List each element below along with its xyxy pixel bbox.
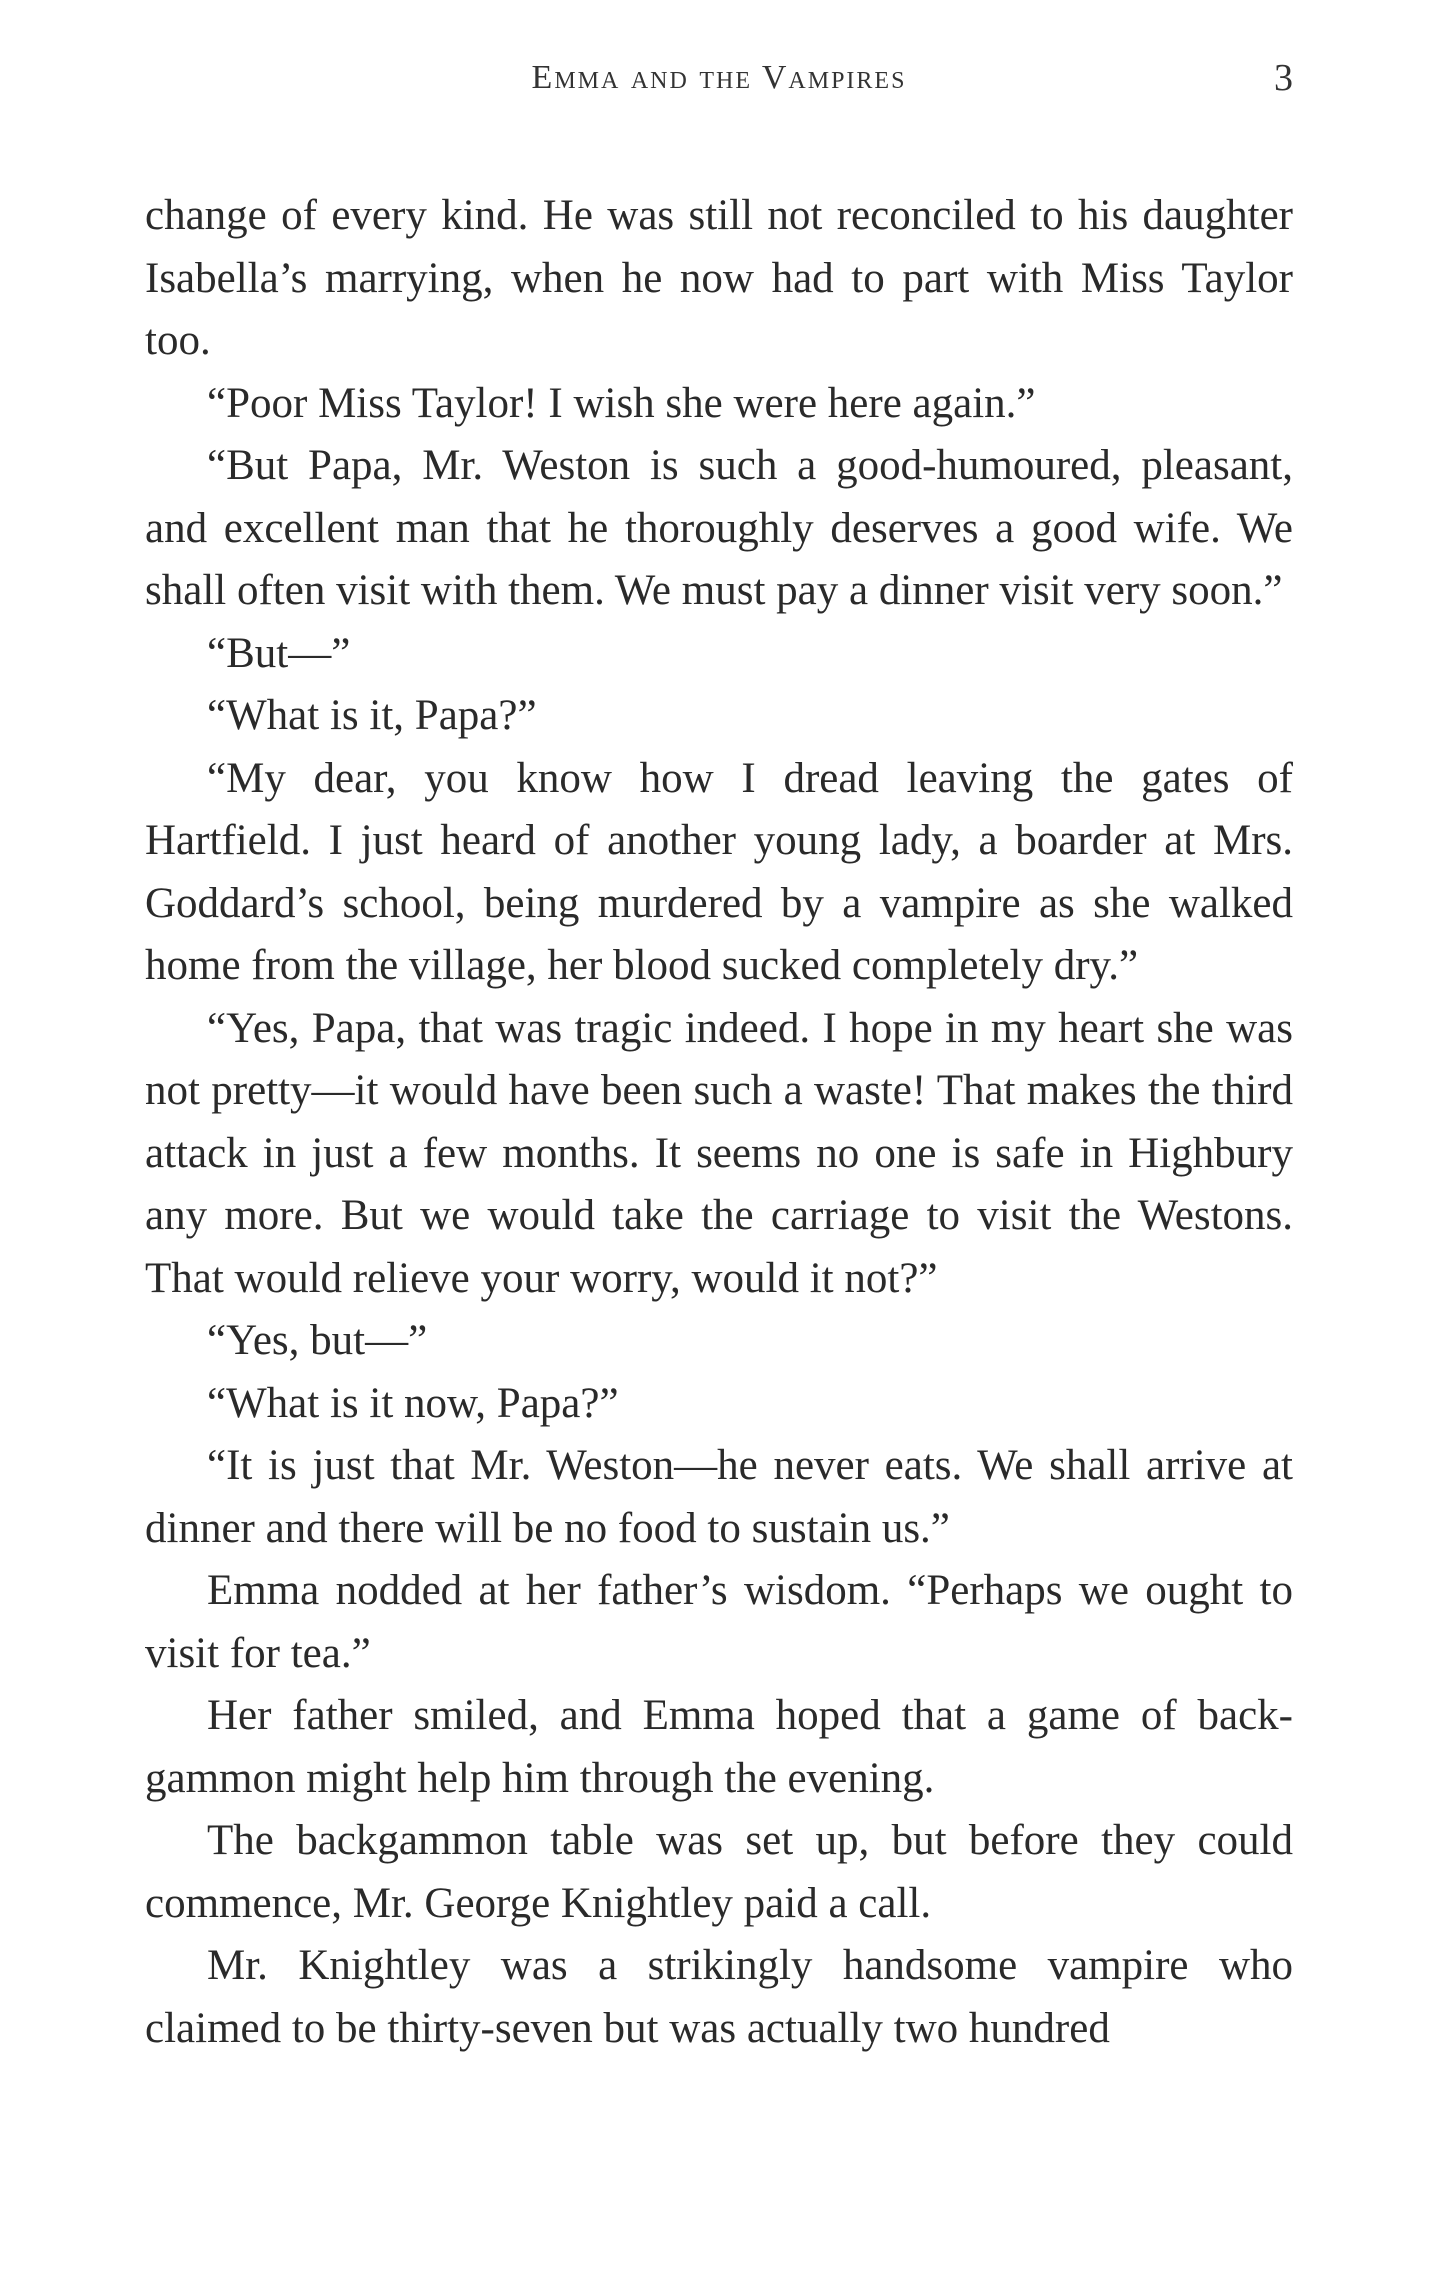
paragraph: “But—” bbox=[207, 629, 351, 677]
running-head bbox=[145, 48, 1293, 108]
paragraph: “Yes, but—” bbox=[207, 1317, 428, 1364]
paragraph: “My dear, you know how I dread leaving the gates of Hartfield. I just heard of another young lady, a boarder at Mrs. Goddard’s school, being murdered by a vampire as she walked home from the village, her blood sucked completely dry.” bbox=[145, 754, 1293, 989]
paragraph: “But Papa, Mr. Weston is such a good-humoured, pleasant, and excellent man that he thoroughly deserves a good wife. We shall often visit with them. We must pay a dinner visit very soon.” bbox=[145, 442, 1293, 614]
paragraph: “Poor Miss Taylor! I wish she were here again.” bbox=[207, 379, 1036, 427]
paragraph: Emma nodded at her father’s wisdom. “Perhaps we ought to visit for tea.” bbox=[145, 1567, 1293, 1677]
paragraph: “What is it now, Papa?” bbox=[207, 1379, 619, 1427]
paragraph: The backgammon table was set up, but before they could commence, Mr. George Knightley paid a call. bbox=[145, 1817, 1293, 1927]
paragraph: “It is just that Mr. Weston—he never eats. We shall arrive at dinner and there will be no food to sustain us.” bbox=[145, 1442, 1293, 1552]
body-text bbox=[145, 185, 1293, 2060]
paragraph: change of every kind. He was still not reconciled to his daughter Isabella’s marrying, when he now had to part with Miss Taylor too. bbox=[145, 192, 1293, 364]
paragraph: Her father smiled, and Emma hoped that a game of backgammon might help him through the evening. bbox=[145, 1692, 1293, 1802]
page-number: 3 bbox=[1274, 57, 1293, 99]
paragraph: “What is it, Papa?” bbox=[207, 692, 537, 739]
running-title: Emma and the Vampires bbox=[531, 59, 907, 96]
paragraph: “Yes, Papa, that was tragic indeed. I hope in my heart she was not pretty—it would have been such a waste! That makes the third attack in just a few months. It seems no one is safe in Highbury any more. But we would take the carriage to visit the Westons. That would relieve your worry, would it not?” bbox=[145, 1004, 1293, 1302]
paragraph: Mr. Knightley was a strikingly handsome vampire who claimed to be thirty-seven but was actually two hundred bbox=[145, 1942, 1293, 2052]
